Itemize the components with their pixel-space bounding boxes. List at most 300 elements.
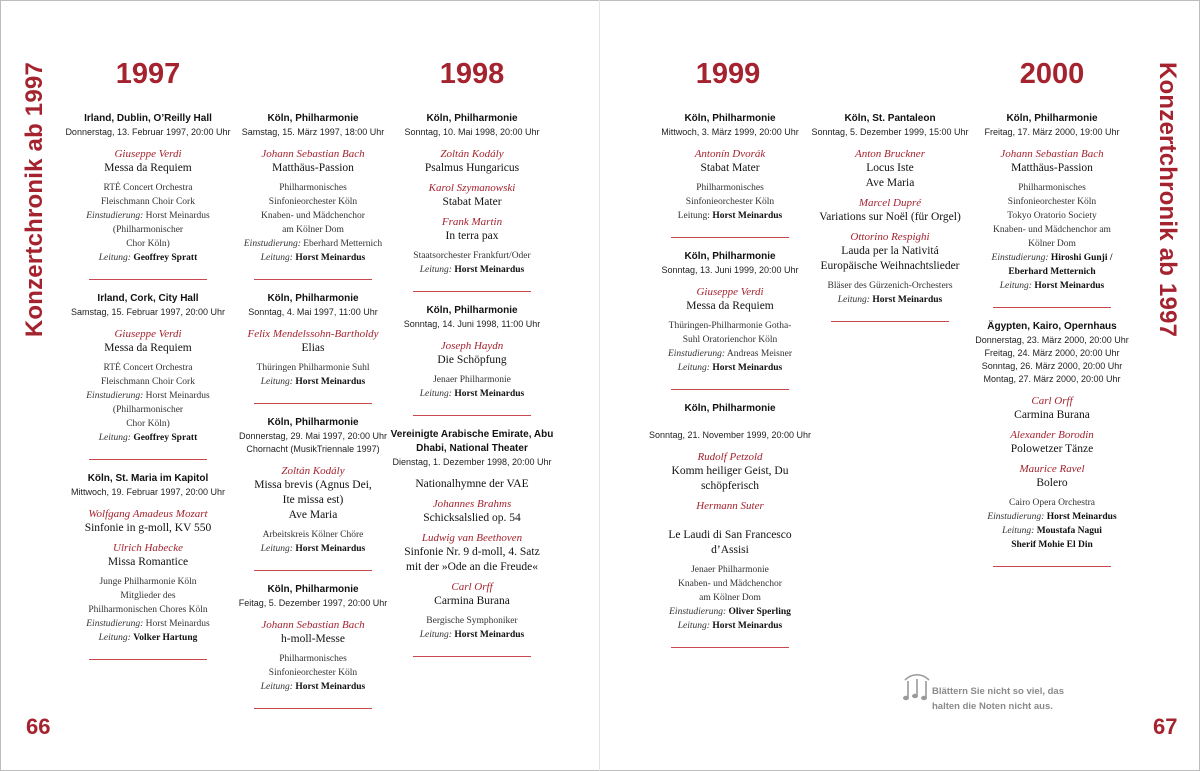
composer-name: Carl Orff xyxy=(451,581,493,593)
role-label: Einstudierung: xyxy=(991,253,1049,263)
work-line: Ite missa est) xyxy=(282,494,344,506)
book-spine xyxy=(599,0,600,771)
role-label: Leitung: xyxy=(260,377,293,387)
ensemble-name: (Philharmonischer xyxy=(112,225,184,235)
date-line: Sonntag, 5. Dezember 1999, 15:00 Uhr xyxy=(811,127,969,137)
column-1 xyxy=(63,112,233,672)
date-block xyxy=(63,486,233,499)
date-line xyxy=(645,416,815,429)
detail-line xyxy=(967,538,1137,552)
ensemble-name: (Philharmonischer xyxy=(112,405,184,415)
venue-heading: Köln, Philharmonie xyxy=(684,113,776,124)
detail-line xyxy=(967,195,1137,209)
detail-line xyxy=(967,524,1137,538)
date-block xyxy=(63,306,233,319)
ensemble-name: Thüringen-Philharmonie Gotha- xyxy=(668,321,792,331)
work-line: Europäische Weihnachtslieder xyxy=(820,260,960,272)
side-title-left: Konzertchronik ab 1997 xyxy=(21,62,48,338)
date-block xyxy=(805,126,975,139)
work-line: Psalmus Hungaricus xyxy=(424,162,520,174)
role-label: Einstudierung: xyxy=(243,239,301,249)
performer-details xyxy=(645,181,815,223)
detail-line xyxy=(967,223,1137,237)
work-title xyxy=(967,476,1137,491)
year-heading-2000: 2000 xyxy=(1019,58,1085,90)
person-name: Horst Meinardus xyxy=(872,295,943,305)
date-block xyxy=(63,126,233,139)
work-line: schöpferisch xyxy=(700,480,760,492)
performer-details xyxy=(967,496,1137,552)
person-name: Horst Meinardus xyxy=(454,630,525,640)
ensemble-name: Fleischmann Choir Cork xyxy=(101,377,195,387)
date-block xyxy=(645,264,815,277)
performer-details xyxy=(228,361,398,389)
performer-details xyxy=(387,614,557,642)
role-label: Einstudierung: xyxy=(86,619,144,629)
work-line: Die Schöpfung xyxy=(437,354,507,366)
detail-line xyxy=(387,263,557,277)
person-name: Horst Meinardus xyxy=(145,211,210,221)
work-title xyxy=(228,161,398,176)
composer-name: Giuseppe Verdi xyxy=(114,328,182,340)
divider-rule xyxy=(671,237,789,238)
performer-details xyxy=(645,563,815,633)
ensemble-name: Sinfonieorchester Köln xyxy=(268,668,358,678)
work-title xyxy=(387,229,557,244)
ensemble-name: Mitglieder des xyxy=(120,591,176,601)
work-line: Carmina Burana xyxy=(1014,409,1090,421)
detail-line xyxy=(228,251,398,265)
work-title xyxy=(645,299,815,314)
role-label: Einstudierung: xyxy=(987,512,1045,522)
hint-text: Blättern Sie nicht so viel, das halten die Noten nicht aus. xyxy=(932,686,1064,712)
work-line: Le Laudi di San Francesco xyxy=(668,529,792,541)
composer-name: Karol Szymanowski xyxy=(428,182,516,194)
composer-name: Zoltán Kodály xyxy=(440,148,504,160)
composer-name: Johannes Brahms xyxy=(432,498,512,510)
venue-heading: Köln, Philharmonie xyxy=(684,251,776,262)
composer-name: Maurice Ravel xyxy=(1019,463,1085,475)
work-line: Messa da Requiem xyxy=(104,342,192,354)
ensemble-name: Philharmonisches xyxy=(279,654,347,664)
date-line: Donnerstag, 29. Mai 1997, 20:00 Uhr xyxy=(238,431,388,441)
work-line: In terra pax xyxy=(445,230,499,242)
detail-line xyxy=(63,181,233,195)
concert-entry xyxy=(805,112,975,322)
work-line: h-moll-Messe xyxy=(281,633,345,645)
detail-line xyxy=(228,195,398,209)
person-name: Horst Meinardus xyxy=(145,619,210,629)
column-5 xyxy=(805,112,975,334)
date-block xyxy=(387,456,557,469)
venue-heading: Ägypten, Kairo, Opernhaus xyxy=(987,321,1117,332)
date-line: Dienstag, 1. Dezember 1998, 20:00 Uhr xyxy=(392,457,552,467)
detail-line xyxy=(387,373,557,387)
role-label: Leitung: xyxy=(419,630,452,640)
venue-heading: Köln, Philharmonie xyxy=(267,113,359,124)
work-line: Sinfonie in g-moll, KV 550 xyxy=(84,522,212,534)
concert-entry xyxy=(387,428,557,657)
work-line: Variations sur Noël (für Orgel) xyxy=(819,211,961,223)
date-line: Sonntag, 10. Mai 1998, 20:00 Uhr xyxy=(404,127,540,137)
work-title xyxy=(645,161,815,176)
work-title xyxy=(967,408,1137,423)
ensemble-name: Philharmonischen Chores Köln xyxy=(88,605,208,615)
detail-line xyxy=(228,181,398,195)
role-label: Leitung: xyxy=(260,682,293,692)
venue-heading: Vereinigte Arabische Emirate, Abu Dhabi, National Theater xyxy=(390,429,554,454)
ensemble-name: Sinfonieorchester Köln xyxy=(1007,197,1097,207)
work-title xyxy=(805,161,975,191)
ensemble-name: Eberhard Metternich xyxy=(1008,267,1096,277)
person-name: Eberhard Metternich xyxy=(303,239,383,249)
ensemble-name: Philharmonisches xyxy=(696,183,764,193)
work-line: Matthäus-Passion xyxy=(272,162,354,174)
column-3 xyxy=(387,112,557,669)
divider-rule xyxy=(89,659,207,660)
role-label: Leitung: xyxy=(677,211,710,221)
venue-heading: Köln, Philharmonie xyxy=(426,113,518,124)
person-name: Horst Meinardus xyxy=(712,211,783,221)
work-line: Missa Romantice xyxy=(107,556,189,568)
work-line: Stabat Mater xyxy=(700,162,760,174)
composer-name: Ulrich Habecke xyxy=(113,542,183,554)
detail-line xyxy=(967,510,1137,524)
detail-line xyxy=(63,375,233,389)
date-line: Samstag, 15. März 1997, 18:00 Uhr xyxy=(241,127,385,137)
detail-line xyxy=(228,223,398,237)
ensemble-name: Sinfonieorchester Köln xyxy=(268,197,358,207)
role-label: Leitung: xyxy=(419,265,452,275)
date-block xyxy=(228,430,398,456)
date-line: Mittwoch, 3. März 1999, 20:00 Uhr xyxy=(661,127,799,137)
concert-entry xyxy=(63,112,233,280)
venue-heading: Köln, Philharmonie xyxy=(267,417,359,428)
detail-line xyxy=(967,496,1137,510)
date-line: Donnerstag, 23. März 2000, 20:00 Uhr xyxy=(975,335,1129,345)
date-block xyxy=(228,126,398,139)
work-title xyxy=(805,244,975,274)
divider-rule xyxy=(254,403,372,404)
work-line: Matthäus-Passion xyxy=(1011,162,1093,174)
role-label: Leitung: xyxy=(98,253,131,263)
role-label: Einstudierung: xyxy=(86,391,144,401)
work-line: Messa da Requiem xyxy=(104,162,192,174)
detail-line xyxy=(228,237,398,251)
venue-heading: Köln, Philharmonie xyxy=(1006,113,1098,124)
divider-rule xyxy=(89,279,207,280)
page-number-right: 67 xyxy=(1153,714,1178,739)
work-title xyxy=(387,195,557,210)
concert-entry xyxy=(967,320,1137,567)
person-name: Andreas Meisner xyxy=(726,349,793,359)
detail-line xyxy=(967,181,1137,195)
detail-line xyxy=(63,589,233,603)
detail-line xyxy=(387,387,557,401)
work-title xyxy=(387,511,557,526)
composer-name: Wolfgang Amadeus Mozart xyxy=(88,508,208,520)
detail-line xyxy=(63,209,233,223)
composer-name: Ottorino Respighi xyxy=(850,231,930,243)
date-block xyxy=(967,126,1137,139)
detail-line xyxy=(63,251,233,265)
detail-line xyxy=(63,631,233,645)
work-title xyxy=(228,478,398,523)
person-name: Geoffrey Spratt xyxy=(133,433,198,443)
role-label: Leitung: xyxy=(1002,526,1035,536)
concert-entry xyxy=(63,292,233,460)
performer-details xyxy=(63,361,233,445)
divider-rule xyxy=(671,647,789,648)
page-number-left: 66 xyxy=(26,714,51,739)
side-title-right: Konzertchronik ab 1997 xyxy=(1154,62,1181,338)
ensemble-name: Philharmonisches xyxy=(279,183,347,193)
date-block xyxy=(228,306,398,319)
role-label: Leitung: xyxy=(677,363,710,373)
work-title xyxy=(63,161,233,176)
detail-line xyxy=(63,361,233,375)
work-line: Missa brevis (Agnus Dei, xyxy=(254,479,372,491)
venue-heading: Köln, St. Maria im Kapitol xyxy=(87,473,209,484)
detail-line xyxy=(63,417,233,431)
work-line: Stabat Mater xyxy=(442,196,502,208)
concert-entry xyxy=(645,402,815,648)
performer-details xyxy=(967,181,1137,293)
venue-heading: Köln, Philharmonie xyxy=(267,293,359,304)
person-name: Horst Meinardus xyxy=(1034,281,1105,291)
work-title xyxy=(228,341,398,356)
ensemble-name: Bergische Symphoniker xyxy=(426,616,518,626)
person-name: Moustafa Nagui xyxy=(1036,526,1102,536)
ensemble-name: Junge Philharmonie Köln xyxy=(99,577,197,587)
work-line: Locus Iste xyxy=(866,162,914,174)
work-title xyxy=(63,521,233,536)
ensemble-name: Arbeitskreis Kölner Chöre xyxy=(262,530,364,540)
person-name: Horst Meinardus xyxy=(295,377,366,387)
date-line: Mittwoch, 19. Februar 1997, 20:00 Uhr xyxy=(70,487,226,497)
detail-line xyxy=(228,680,398,694)
ensemble-name: Chor Köln) xyxy=(126,239,170,249)
work-line: mit der »Ode an die Freude« xyxy=(406,561,538,573)
year-heading-1997: 1997 xyxy=(115,58,181,90)
detail-line xyxy=(645,319,815,333)
detail-line xyxy=(645,563,815,577)
detail-line xyxy=(63,403,233,417)
concert-entry xyxy=(228,416,398,571)
person-name: Horst Meinardus xyxy=(295,253,366,263)
detail-line xyxy=(228,375,398,389)
date-line: Samstag, 15. Februar 1997, 20:00 Uhr xyxy=(70,307,226,317)
work-title xyxy=(645,513,815,558)
detail-line xyxy=(805,279,975,293)
detail-line xyxy=(228,652,398,666)
work-title xyxy=(63,555,233,570)
concert-entry xyxy=(387,304,557,416)
year-heading-1998: 1998 xyxy=(439,58,505,90)
composer-name: Marcel Dupré xyxy=(858,197,922,209)
detail-line xyxy=(967,279,1137,293)
work-line: Polowetzer Tänze xyxy=(1010,443,1094,455)
composer-name: Ludwig van Beethoven xyxy=(421,532,523,544)
detail-line xyxy=(63,223,233,237)
role-label: Einstudierung: xyxy=(669,607,727,617)
date-line: Chornacht (MusikTriennale 1997) xyxy=(246,444,380,454)
year-heading-1999: 1999 xyxy=(695,58,761,90)
date-line: Sonntag, 13. Juni 1999, 20:00 Uhr xyxy=(661,265,799,275)
detail-line xyxy=(805,293,975,307)
ensemble-name: am Kölner Dom xyxy=(282,225,344,235)
work-title xyxy=(387,353,557,368)
date-block xyxy=(645,416,815,442)
detail-line xyxy=(63,431,233,445)
ensemble-name: Knaben- und Mädchenchor xyxy=(261,211,365,221)
role-label: Leitung: xyxy=(260,253,293,263)
work-line: d’Assisi xyxy=(711,544,749,556)
detail-line xyxy=(228,209,398,223)
person-name: Horst Meinardus xyxy=(145,391,210,401)
detail-line xyxy=(63,617,233,631)
ensemble-name: am Kölner Dom xyxy=(699,593,761,603)
detail-line xyxy=(645,605,815,619)
composer-name: Zoltán Kodály xyxy=(281,465,345,477)
composer-name: Giuseppe Verdi xyxy=(114,148,182,160)
work-line: Elias xyxy=(301,342,325,354)
venue-heading: Köln, Philharmonie xyxy=(684,403,776,414)
detail-line xyxy=(967,209,1137,223)
role-label: Einstudierung: xyxy=(667,349,725,359)
venue-heading: Köln, Philharmonie xyxy=(426,305,518,316)
performer-details xyxy=(228,528,398,556)
detail-line xyxy=(228,528,398,542)
ensemble-name: Knaben- und Mädchenchor xyxy=(678,579,782,589)
detail-line xyxy=(63,389,233,403)
date-line: Freitag, 24. März 2000, 20:00 Uhr xyxy=(984,348,1120,358)
date-line: Montag, 27. März 2000, 20:00 Uhr xyxy=(983,374,1121,384)
date-line: Donnerstag, 13. Februar 1997, 20:00 Uhr xyxy=(65,127,231,137)
divider-rule xyxy=(254,279,372,280)
detail-line xyxy=(228,361,398,375)
ensemble-name: Jenaer Philharmonie xyxy=(433,375,511,385)
ensemble-name: Kölner Dom xyxy=(1028,239,1076,249)
column-2 xyxy=(228,112,398,721)
concert-entry xyxy=(645,250,815,390)
ensemble-name: Jenaer Philharmonie xyxy=(691,565,769,575)
composer-name: Frank Martin xyxy=(441,216,503,228)
work-title xyxy=(805,210,975,225)
work-line: Sinfonie Nr. 9 d-moll, 4. Satz xyxy=(404,546,540,558)
performer-details xyxy=(387,373,557,401)
work-line: Carmina Burana xyxy=(434,595,510,607)
detail-line xyxy=(387,628,557,642)
role-label: Leitung: xyxy=(677,621,710,631)
divider-rule xyxy=(413,415,531,416)
detail-line xyxy=(387,249,557,263)
person-name: Horst Meinardus xyxy=(295,682,366,692)
date-block xyxy=(967,334,1137,386)
detail-line xyxy=(645,577,815,591)
detail-line xyxy=(63,195,233,209)
detail-line xyxy=(228,666,398,680)
person-name: Oliver Sperling xyxy=(728,607,791,617)
column-4 xyxy=(645,112,815,660)
divider-rule xyxy=(254,708,372,709)
composer-name: Antonín Dvorák xyxy=(694,148,766,160)
detail-line xyxy=(387,614,557,628)
ensemble-name: Bläser des Gürzenich-Orchesters xyxy=(827,281,953,291)
work-title xyxy=(63,341,233,356)
ensemble-name: Philharmonisches xyxy=(1018,183,1086,193)
ensemble-name: Chor Köln) xyxy=(126,419,170,429)
performer-details xyxy=(228,181,398,265)
ensemble-name: Fleischmann Choir Cork xyxy=(101,197,195,207)
detail-line xyxy=(63,603,233,617)
concert-entry xyxy=(63,472,233,660)
ensemble-name: Sherif Mohie El Din xyxy=(1011,540,1093,550)
venue-heading: Irland, Cork, City Hall xyxy=(97,293,199,304)
composer-name: Johann Sebastian Bach xyxy=(261,148,365,160)
role-label: Leitung: xyxy=(98,633,131,643)
concert-entry xyxy=(228,292,398,404)
work-title xyxy=(645,464,815,494)
work-line: Messa da Requiem xyxy=(686,300,774,312)
person-name: Horst Meinardus xyxy=(712,363,783,373)
person-name: Horst Meinardus xyxy=(454,389,525,399)
work-line: Ave Maria xyxy=(288,509,338,521)
role-label: Leitung: xyxy=(837,295,870,305)
work-line xyxy=(645,513,815,528)
composer-name: Anton Bruckner xyxy=(855,148,925,160)
ensemble-name: Staatsorchester Frankfurt/Oder xyxy=(413,251,531,261)
composer-name: Johann Sebastian Bach xyxy=(1000,148,1104,160)
work-line: Nationalhymne der VAE xyxy=(415,478,529,490)
concert-entry xyxy=(645,112,815,238)
person-name: Volker Hartung xyxy=(133,633,198,643)
work-line: Komm heiliger Geist, Du xyxy=(671,465,789,477)
composer-name: Johann Sebastian Bach xyxy=(261,619,365,631)
role-label: Leitung: xyxy=(419,389,452,399)
person-name: Geoffrey Spratt xyxy=(133,253,198,263)
work-title xyxy=(387,545,557,575)
person-name: Horst Meinardus xyxy=(1046,512,1117,522)
composer-name: Rudolf Petzold xyxy=(697,451,763,463)
work-line: Schicksalslied op. 54 xyxy=(423,512,521,524)
detail-line xyxy=(645,591,815,605)
date-line: Freitag, 17. März 2000, 19:00 Uhr xyxy=(984,127,1120,137)
detail-line xyxy=(645,361,815,375)
performer-details xyxy=(63,181,233,265)
person-name: Hiroshi Gunji / xyxy=(1050,253,1113,263)
performer-details xyxy=(63,575,233,645)
composer-name: Giuseppe Verdi xyxy=(696,286,764,298)
ensemble-name: Sinfonieorchester Köln xyxy=(685,197,775,207)
performer-details xyxy=(228,652,398,694)
divider-rule xyxy=(831,321,949,322)
detail-line xyxy=(645,347,815,361)
date-line: Sonntag, 14. Juni 1998, 11:00 Uhr xyxy=(403,319,541,329)
concert-entry xyxy=(387,112,557,292)
work-line: Lauda per la Nativitá xyxy=(841,245,939,257)
date-line: Sonntag, 26. März 2000, 20:00 Uhr xyxy=(981,361,1123,371)
composer-name: Carl Orff xyxy=(1031,395,1073,407)
detail-line xyxy=(645,209,815,223)
work-title xyxy=(387,594,557,609)
composer-name: Alexander Borodin xyxy=(1010,429,1094,441)
composer-name: Hermann Suter xyxy=(696,500,764,512)
date-block xyxy=(228,597,398,610)
work-title xyxy=(228,632,398,647)
ensemble-name: Knaben- und Mädchenchor am xyxy=(993,225,1111,235)
role-label: Leitung: xyxy=(98,433,131,443)
